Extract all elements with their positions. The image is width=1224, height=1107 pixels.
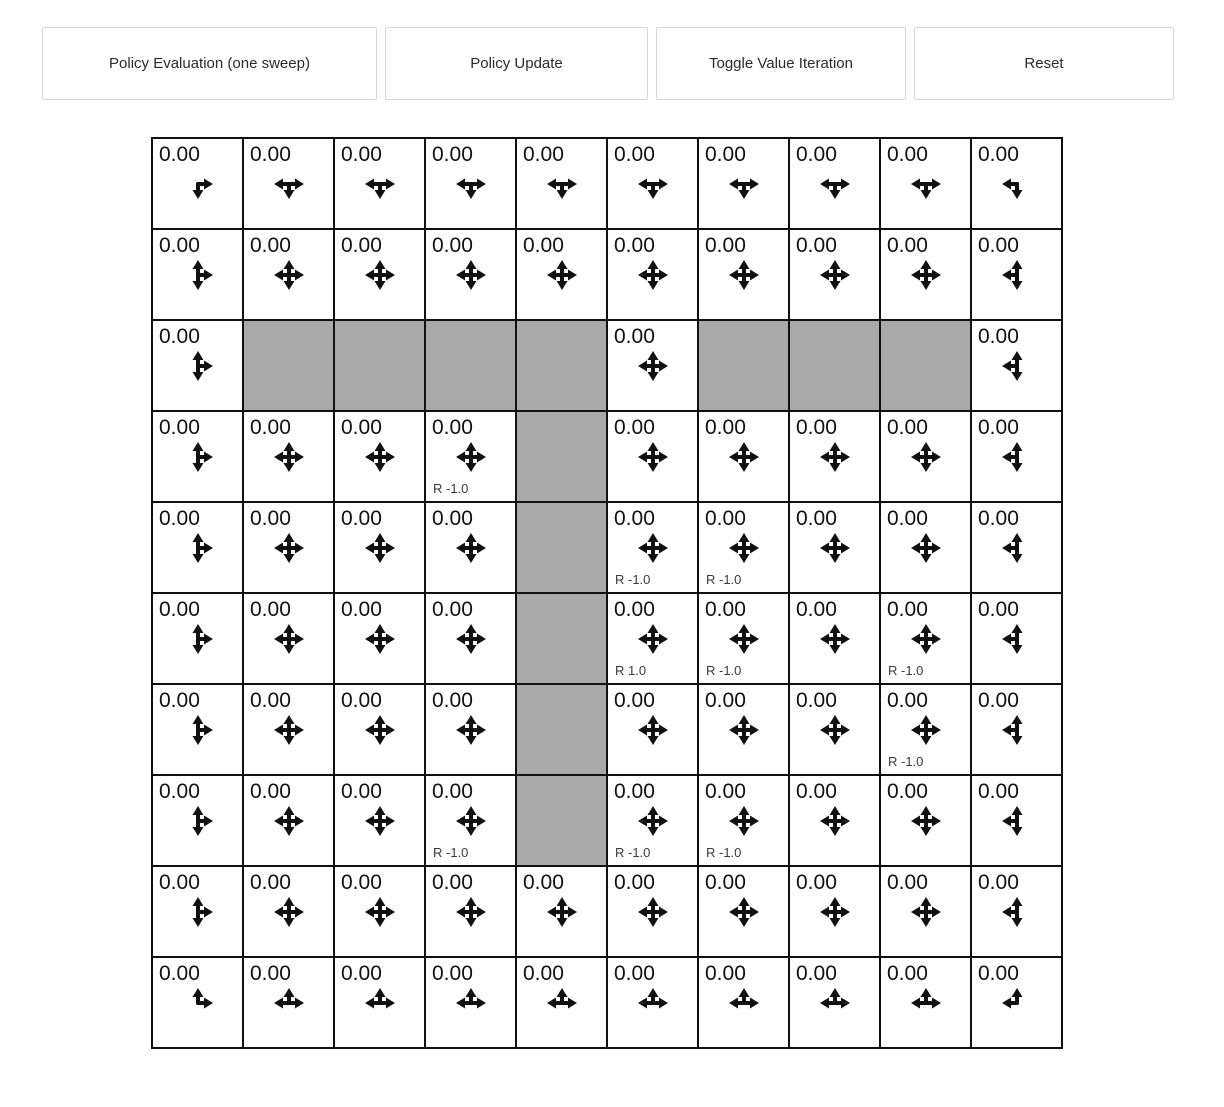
policy-arrows-icon	[362, 894, 398, 930]
policy-arrows-icon	[999, 985, 1035, 1021]
wall-cell	[517, 594, 606, 683]
grid-cell[interactable]	[972, 321, 1061, 410]
reward-label: R -1.0	[706, 572, 742, 587]
grid-cell[interactable]	[608, 503, 697, 592]
wall-cell	[244, 321, 333, 410]
grid-cell[interactable]	[881, 503, 970, 592]
grid-cell[interactable]	[881, 412, 970, 501]
policy-arrows-icon	[635, 530, 671, 566]
grid-cell[interactable]	[335, 503, 424, 592]
policy-arrows-icon	[726, 439, 762, 475]
cell-value: 0.00	[887, 689, 928, 712]
policy-arrows-icon	[180, 894, 216, 930]
policy-arrows-icon	[817, 439, 853, 475]
wall-cell	[517, 503, 606, 592]
cell-value: 0.00	[978, 143, 1019, 166]
grid-cell[interactable]	[153, 776, 242, 865]
cell-value: 0.00	[523, 143, 564, 166]
policy-arrows-icon	[453, 803, 489, 839]
cell-value: 0.00	[887, 598, 928, 621]
grid-cell[interactable]	[335, 139, 424, 228]
policy-arrows-icon	[180, 985, 216, 1021]
policy-arrows-icon	[908, 166, 944, 202]
grid-cell[interactable]	[426, 776, 515, 865]
grid-cell[interactable]	[790, 594, 879, 683]
policy-arrows-icon	[908, 894, 944, 930]
cell-value: 0.00	[432, 234, 473, 257]
grid-cell[interactable]	[153, 867, 242, 956]
grid-cell[interactable]	[608, 412, 697, 501]
policy-arrows-icon	[362, 166, 398, 202]
grid-cell[interactable]	[426, 503, 515, 592]
grid-cell[interactable]	[881, 958, 970, 1047]
grid-cell[interactable]	[790, 685, 879, 774]
cell-value: 0.00	[887, 780, 928, 803]
policy-arrows-icon	[999, 621, 1035, 657]
grid-cell[interactable]	[972, 685, 1061, 774]
cell-value: 0.00	[978, 507, 1019, 530]
cell-value: 0.00	[978, 325, 1019, 348]
cell-value: 0.00	[432, 780, 473, 803]
grid-cell[interactable]	[699, 412, 788, 501]
cell-value: 0.00	[705, 507, 746, 530]
policy-arrows-icon	[635, 712, 671, 748]
grid-cell[interactable]	[881, 776, 970, 865]
policy-arrows-icon	[180, 257, 216, 293]
grid-cell[interactable]	[244, 958, 333, 1047]
grid-cell[interactable]	[608, 139, 697, 228]
cell-value: 0.00	[978, 962, 1019, 985]
policy-arrows-icon	[271, 257, 307, 293]
grid-cell[interactable]	[608, 321, 697, 410]
cell-value: 0.00	[159, 689, 200, 712]
cell-value: 0.00	[341, 780, 382, 803]
policy-arrows-icon	[726, 621, 762, 657]
grid-cell[interactable]	[881, 139, 970, 228]
cell-value: 0.00	[887, 234, 928, 257]
grid-cell[interactable]	[335, 230, 424, 319]
toolbar	[42, 27, 1224, 100]
cell-value: 0.00	[250, 143, 291, 166]
wall-cell	[790, 321, 879, 410]
grid-cell[interactable]	[972, 412, 1061, 501]
policy-arrows-icon	[726, 530, 762, 566]
cell-value: 0.00	[705, 780, 746, 803]
reward-label: R -1.0	[433, 845, 469, 860]
grid-cell[interactable]	[972, 958, 1061, 1047]
grid-cell[interactable]	[608, 958, 697, 1047]
policy-arrows-icon	[271, 166, 307, 202]
policy-arrows-icon	[180, 803, 216, 839]
cell-value: 0.00	[523, 962, 564, 985]
cell-value: 0.00	[341, 689, 382, 712]
cell-value: 0.00	[978, 689, 1019, 712]
grid-cell[interactable]	[790, 867, 879, 956]
cell-value: 0.00	[796, 871, 837, 894]
policy-arrows-icon	[999, 530, 1035, 566]
policy-arrows-icon	[817, 985, 853, 1021]
grid-cell[interactable]	[426, 958, 515, 1047]
cell-value: 0.00	[978, 598, 1019, 621]
cell-value: 0.00	[341, 507, 382, 530]
wall-cell	[517, 776, 606, 865]
reward-label: R -1.0	[706, 663, 742, 678]
wall-cell	[517, 685, 606, 774]
grid-cell[interactable]	[972, 867, 1061, 956]
cell-value: 0.00	[796, 234, 837, 257]
grid-cell[interactable]	[426, 412, 515, 501]
policy-arrows-icon	[453, 712, 489, 748]
grid-cell[interactable]	[244, 139, 333, 228]
grid-cell[interactable]	[244, 776, 333, 865]
cell-value: 0.00	[341, 598, 382, 621]
grid-cell[interactable]	[790, 412, 879, 501]
cell-value: 0.00	[978, 416, 1019, 439]
policy-arrows-icon	[271, 985, 307, 1021]
cell-value: 0.00	[159, 234, 200, 257]
policy-arrows-icon	[271, 621, 307, 657]
policy-arrows-icon	[817, 621, 853, 657]
cell-value: 0.00	[432, 598, 473, 621]
policy-arrows-icon	[453, 257, 489, 293]
grid-cell[interactable]	[517, 958, 606, 1047]
cell-value: 0.00	[250, 598, 291, 621]
cell-value: 0.00	[614, 416, 655, 439]
policy-arrows-icon	[817, 894, 853, 930]
policy-arrows-icon	[999, 894, 1035, 930]
policy-arrows-icon	[635, 166, 671, 202]
reward-label: R -1.0	[615, 572, 651, 587]
grid-cell[interactable]	[426, 867, 515, 956]
grid-cell[interactable]	[608, 230, 697, 319]
gridworld	[151, 137, 1063, 1049]
cell-value: 0.00	[432, 143, 473, 166]
cell-value: 0.00	[432, 689, 473, 712]
policy-arrows-icon	[544, 166, 580, 202]
reset-button[interactable]: Reset	[914, 27, 1174, 100]
policy-arrows-icon	[908, 803, 944, 839]
reward-label: R -1.0	[433, 481, 469, 496]
grid-cell[interactable]	[790, 958, 879, 1047]
reward-label: R -1.0	[706, 845, 742, 860]
grid-cell[interactable]	[244, 867, 333, 956]
grid-cell[interactable]	[699, 503, 788, 592]
cell-value: 0.00	[887, 143, 928, 166]
cell-value: 0.00	[250, 234, 291, 257]
cell-value: 0.00	[796, 416, 837, 439]
grid-cell[interactable]	[881, 594, 970, 683]
cell-value: 0.00	[159, 507, 200, 530]
cell-value: 0.00	[159, 780, 200, 803]
reward-label: R -1.0	[888, 754, 924, 769]
toggle-value-iteration-button[interactable]: Toggle Value Iteration	[656, 27, 906, 100]
grid-cell[interactable]	[972, 503, 1061, 592]
policy-arrows-icon	[999, 712, 1035, 748]
policy-arrows-icon	[271, 894, 307, 930]
policy-arrows-icon	[726, 712, 762, 748]
policy-update-button[interactable]: Policy Update	[385, 27, 648, 100]
grid-cell[interactable]	[517, 867, 606, 956]
grid-cell[interactable]	[335, 412, 424, 501]
cell-value: 0.00	[796, 689, 837, 712]
cell-value: 0.00	[796, 780, 837, 803]
grid-cell[interactable]	[244, 412, 333, 501]
wall-cell	[426, 321, 515, 410]
grid-cell[interactable]	[426, 685, 515, 774]
grid-cell[interactable]	[699, 685, 788, 774]
policy-arrows-icon	[180, 621, 216, 657]
policy-arrows-icon	[635, 894, 671, 930]
cell-value: 0.00	[250, 780, 291, 803]
policy-arrows-icon	[999, 257, 1035, 293]
cell-value: 0.00	[796, 143, 837, 166]
policy-arrows-icon	[999, 348, 1035, 384]
grid-cell[interactable]	[153, 412, 242, 501]
policy-arrows-icon	[726, 166, 762, 202]
policy-arrows-icon	[453, 621, 489, 657]
grid-cell[interactable]	[699, 139, 788, 228]
wall-cell	[699, 321, 788, 410]
policy-arrows-icon	[817, 803, 853, 839]
grid-cell[interactable]	[335, 776, 424, 865]
grid-cell[interactable]	[244, 503, 333, 592]
wall-cell	[881, 321, 970, 410]
grid-cell[interactable]	[972, 230, 1061, 319]
policy-arrows-icon	[271, 803, 307, 839]
cell-value: 0.00	[432, 416, 473, 439]
policy-arrows-icon	[635, 439, 671, 475]
grid-cell[interactable]	[881, 685, 970, 774]
cell-value: 0.00	[250, 871, 291, 894]
grid-cell[interactable]	[699, 776, 788, 865]
cell-value: 0.00	[978, 780, 1019, 803]
cell-value: 0.00	[341, 143, 382, 166]
cell-value: 0.00	[159, 598, 200, 621]
grid-cell[interactable]	[608, 594, 697, 683]
wall-cell	[517, 321, 606, 410]
policy-arrows-icon	[362, 439, 398, 475]
grid-cell[interactable]	[335, 867, 424, 956]
cell-value: 0.00	[705, 416, 746, 439]
grid-cell[interactable]	[790, 776, 879, 865]
grid-cell[interactable]	[972, 139, 1061, 228]
grid-cell[interactable]	[699, 230, 788, 319]
cell-value: 0.00	[159, 962, 200, 985]
policy-arrows-icon	[544, 894, 580, 930]
cell-value: 0.00	[432, 871, 473, 894]
policy-arrows-icon	[635, 257, 671, 293]
policy-arrows-icon	[999, 166, 1035, 202]
policy-evaluation-button[interactable]: Policy Evaluation (one sweep)	[42, 27, 377, 100]
grid-cell[interactable]	[244, 230, 333, 319]
policy-arrows-icon	[180, 439, 216, 475]
cell-value: 0.00	[887, 507, 928, 530]
grid-cell[interactable]	[244, 685, 333, 774]
policy-arrows-icon	[453, 530, 489, 566]
policy-arrows-icon	[271, 530, 307, 566]
cell-value: 0.00	[705, 143, 746, 166]
policy-arrows-icon	[362, 985, 398, 1021]
policy-arrows-icon	[908, 530, 944, 566]
cell-value: 0.00	[796, 598, 837, 621]
cell-value: 0.00	[614, 598, 655, 621]
cell-value: 0.00	[705, 598, 746, 621]
cell-value: 0.00	[887, 871, 928, 894]
cell-value: 0.00	[796, 962, 837, 985]
grid-cell[interactable]	[790, 503, 879, 592]
grid-cell[interactable]	[881, 230, 970, 319]
cell-value: 0.00	[523, 234, 564, 257]
cell-value: 0.00	[341, 234, 382, 257]
cell-value: 0.00	[159, 143, 200, 166]
cell-value: 0.00	[250, 507, 291, 530]
cell-value: 0.00	[614, 962, 655, 985]
policy-arrows-icon	[453, 894, 489, 930]
cell-value: 0.00	[705, 871, 746, 894]
policy-arrows-icon	[453, 985, 489, 1021]
grid-cell[interactable]	[517, 139, 606, 228]
policy-arrows-icon	[999, 439, 1035, 475]
cell-value: 0.00	[432, 962, 473, 985]
grid-cell[interactable]	[699, 594, 788, 683]
grid-cell[interactable]	[244, 594, 333, 683]
grid-cell[interactable]	[335, 594, 424, 683]
cell-value: 0.00	[159, 416, 200, 439]
policy-arrows-icon	[726, 257, 762, 293]
cell-value: 0.00	[250, 689, 291, 712]
grid-cell[interactable]	[153, 321, 242, 410]
cell-value: 0.00	[614, 234, 655, 257]
cell-value: 0.00	[887, 962, 928, 985]
grid-cell[interactable]	[517, 230, 606, 319]
cell-value: 0.00	[614, 689, 655, 712]
cell-value: 0.00	[614, 325, 655, 348]
policy-arrows-icon	[362, 257, 398, 293]
grid-cell[interactable]	[153, 685, 242, 774]
policy-arrows-icon	[635, 348, 671, 384]
policy-arrows-icon	[726, 894, 762, 930]
cell-value: 0.00	[705, 962, 746, 985]
reward-label: R -1.0	[615, 845, 651, 860]
cell-value: 0.00	[705, 689, 746, 712]
cell-value: 0.00	[432, 507, 473, 530]
policy-arrows-icon	[635, 803, 671, 839]
policy-arrows-icon	[362, 621, 398, 657]
grid-cell[interactable]	[790, 230, 879, 319]
policy-arrows-icon	[999, 803, 1035, 839]
policy-arrows-icon	[362, 530, 398, 566]
grid-cell[interactable]	[972, 776, 1061, 865]
policy-arrows-icon	[908, 439, 944, 475]
cell-value: 0.00	[614, 143, 655, 166]
cell-value: 0.00	[614, 507, 655, 530]
grid-cell[interactable]	[426, 139, 515, 228]
cell-value: 0.00	[159, 325, 200, 348]
cell-value: 0.00	[887, 416, 928, 439]
policy-arrows-icon	[544, 257, 580, 293]
policy-arrows-icon	[726, 985, 762, 1021]
policy-arrows-icon	[817, 166, 853, 202]
policy-arrows-icon	[817, 530, 853, 566]
cell-value: 0.00	[250, 962, 291, 985]
grid-cell[interactable]	[699, 867, 788, 956]
cell-value: 0.00	[341, 871, 382, 894]
policy-arrows-icon	[453, 166, 489, 202]
policy-arrows-icon	[271, 712, 307, 748]
grid-cell[interactable]	[608, 685, 697, 774]
grid-cell[interactable]	[153, 230, 242, 319]
cell-value: 0.00	[159, 871, 200, 894]
grid-cell[interactable]	[699, 958, 788, 1047]
grid-cell[interactable]	[335, 685, 424, 774]
policy-arrows-icon	[362, 712, 398, 748]
cell-value: 0.00	[523, 871, 564, 894]
policy-arrows-icon	[908, 621, 944, 657]
grid-cell[interactable]	[335, 958, 424, 1047]
reward-label: R -1.0	[888, 663, 924, 678]
grid-cell[interactable]	[608, 776, 697, 865]
cell-value: 0.00	[250, 416, 291, 439]
policy-arrows-icon	[817, 712, 853, 748]
grid-cell[interactable]	[790, 139, 879, 228]
policy-arrows-icon	[544, 985, 580, 1021]
policy-arrows-icon	[180, 530, 216, 566]
grid-cell[interactable]	[426, 594, 515, 683]
cell-value: 0.00	[341, 962, 382, 985]
policy-arrows-icon	[635, 985, 671, 1021]
policy-arrows-icon	[180, 348, 216, 384]
policy-arrows-icon	[726, 803, 762, 839]
grid-cell[interactable]	[153, 503, 242, 592]
cell-value: 0.00	[614, 871, 655, 894]
policy-arrows-icon	[817, 257, 853, 293]
grid-cell[interactable]	[153, 594, 242, 683]
policy-arrows-icon	[362, 803, 398, 839]
policy-arrows-icon	[908, 257, 944, 293]
cell-value: 0.00	[978, 871, 1019, 894]
policy-arrows-icon	[453, 439, 489, 475]
policy-arrows-icon	[908, 985, 944, 1021]
cell-value: 0.00	[341, 416, 382, 439]
cell-value: 0.00	[614, 780, 655, 803]
grid-cell[interactable]	[153, 958, 242, 1047]
grid-cell[interactable]	[972, 594, 1061, 683]
grid-cell[interactable]	[426, 230, 515, 319]
cell-value: 0.00	[978, 234, 1019, 257]
wall-cell	[335, 321, 424, 410]
cell-value: 0.00	[705, 234, 746, 257]
policy-arrows-icon	[908, 712, 944, 748]
policy-arrows-icon	[271, 439, 307, 475]
grid-cell[interactable]	[608, 867, 697, 956]
policy-arrows-icon	[180, 712, 216, 748]
wall-cell	[517, 412, 606, 501]
grid-cell[interactable]	[881, 867, 970, 956]
reward-label: R 1.0	[615, 663, 647, 678]
policy-arrows-icon	[180, 166, 216, 202]
cell-value: 0.00	[796, 507, 837, 530]
policy-arrows-icon	[635, 621, 671, 657]
grid-cell[interactable]	[153, 139, 242, 228]
